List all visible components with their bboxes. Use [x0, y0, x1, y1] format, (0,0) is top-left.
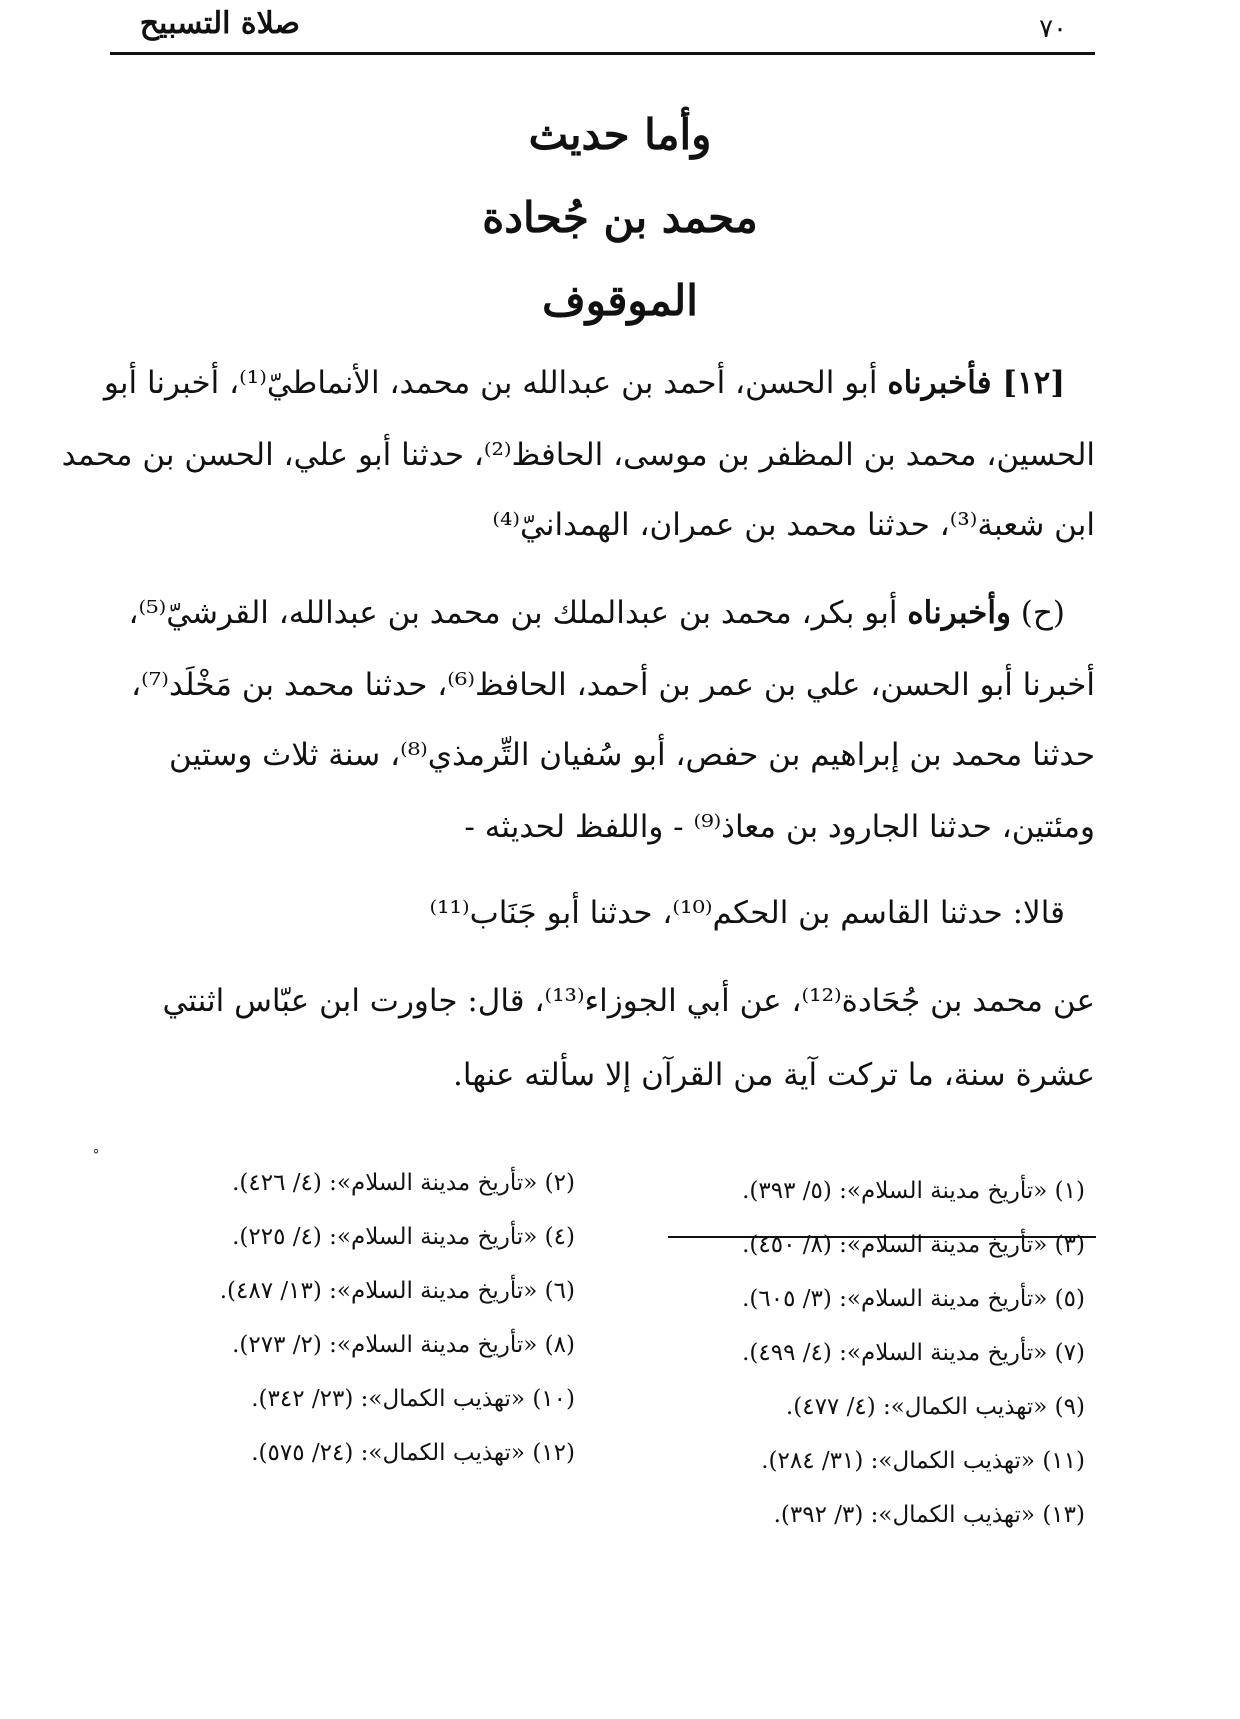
footnote-4: (٤) «تأريخ مدينة السلام»: (٤/ ٢٢٥). [232, 1224, 575, 1250]
paragraph-1-line-1 [103, 365, 1065, 401]
running-header [110, 0, 1095, 52]
paragraph-1-line-2: الحسين، محمد بن المظفر بن موسى، الحافظ⁽²⁾، حدثنا أبو علي، الحسن بن محمد [61, 437, 1095, 473]
footnote-1: (١) «تأريخ مدينة السلام»: (٥/ ٣٩٣). [742, 1178, 1085, 1204]
footnote-13: (١٣) «تهذيب الكمال»: (٣/ ٣٩٢). [773, 1502, 1085, 1528]
footnote-9: (٩) «تهذيب الكمال»: (٤/ ٤٧٧). [785, 1394, 1085, 1420]
paragraph-2-line-1-text: أبو بكر، محمد بن عبدالملك بن محمد بن عبدالله، القرشيّ⁽⁵⁾، [128, 595, 908, 631]
paragraph-3-line-1: قالا: حدثنا القاسم بن الحكم⁽¹⁰⁾، حدثنا أبو جَنَاب⁽¹¹⁾ [429, 895, 1065, 931]
paragraph-2-line-1 [128, 595, 1065, 631]
footnote-11: (١١) «تهذيب الكمال»: (٣١/ ٢٨٤). [761, 1448, 1085, 1474]
paragraph-2-line-2: أخبرنا أبو الحسن، علي بن عمر بن أحمد، الحافظ⁽⁶⁾، حدثنا محمد بن مَخْلَد⁽⁷⁾، [131, 667, 1095, 703]
page-number: ٧٠ [1039, 14, 1067, 44]
hadith-number-lead: [١٢] فأخبرناه [887, 365, 1065, 401]
paragraph-2-lead: وأخبرناه [907, 595, 1011, 631]
footnote-3: (٣) «تأريخ مدينة السلام»: (٨/ ٤٥٠). [742, 1232, 1085, 1258]
header-rule [110, 52, 1095, 55]
chapter-heading-2: محمد بن جُحادة [482, 193, 758, 242]
footnote-10: (١٠) «تهذيب الكمال»: (٢٣/ ٣٤٢). [251, 1386, 575, 1412]
paragraph-2-prefix: (ح) [1010, 595, 1065, 631]
footnote-5: (٥) «تأريخ مدينة السلام»: (٣/ ٦٠٥). [742, 1286, 1085, 1312]
paragraph-4-line-1: عن محمد بن جُحَادة⁽¹²⁾، عن أبي الجوزاء⁽¹³⁾، قال: جاورت ابن عبّاس اثنتي [162, 983, 1095, 1019]
paragraph-2-line-3: حدثنا محمد بن إبراهيم بن حفص، أبو سُفيان التِّرمذي⁽⁸⁾، سنة ثلاث وستين [169, 737, 1095, 773]
stray-print-mark: ˚ [92, 1148, 100, 1167]
footnote-8: (٨) «تأريخ مدينة السلام»: (٢/ ٢٧٣). [232, 1332, 575, 1358]
paragraph-1-line-3: ابن شعبة⁽³⁾، حدثنا محمد بن عمران، الهمدانيّ⁽⁴⁾ [492, 507, 1095, 543]
running-header-title: صلاة التسبيح [139, 6, 300, 41]
paragraph-4-line-2: عشرة سنة، ما تركت آية من القرآن إلا سألته عنها. [453, 1057, 1095, 1093]
footnote-6: (٦) «تأريخ مدينة السلام»: (١٣/ ٤٨٧). [219, 1278, 575, 1304]
paragraph-2-line-4: ومئتين، حدثنا الجارود بن معاذ⁽⁹⁾ - واللفظ لحديثه - [464, 809, 1095, 845]
footnote-7: (٧) «تأريخ مدينة السلام»: (٤/ ٤٩٩). [742, 1340, 1085, 1366]
chapter-heading-1: وأما حديث [528, 110, 712, 159]
paragraph-1-line-1-text: أبو الحسن، أحمد بن عبدالله بن محمد، الأنماطيّ⁽¹⁾، أخبرنا أبو [103, 365, 888, 401]
footnote-12: (١٢) «تهذيب الكمال»: (٢٤/ ٥٧٥). [251, 1440, 575, 1466]
chapter-heading-3: الموقوف [542, 276, 698, 325]
footnote-2: (٢) «تأريخ مدينة السلام»: (٤/ ٤٢٦). [232, 1170, 575, 1196]
